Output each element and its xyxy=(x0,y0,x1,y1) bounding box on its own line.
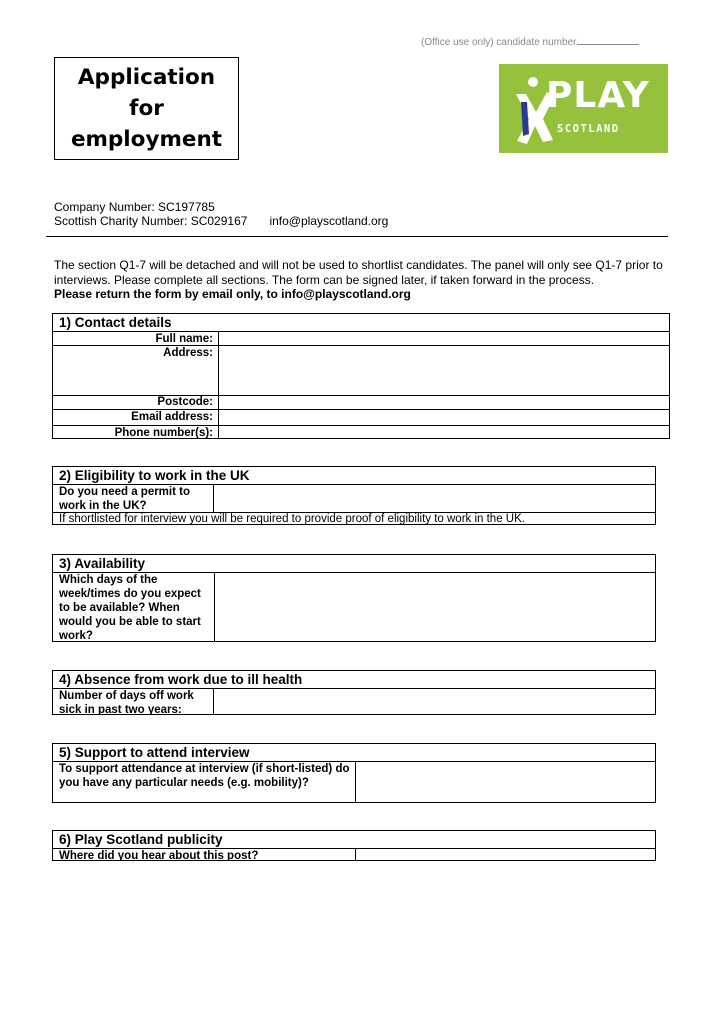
field-row-postcode xyxy=(53,396,669,410)
field-row-publicity xyxy=(53,849,655,860)
field-row-email xyxy=(53,410,669,426)
field-label: Email address: xyxy=(53,410,219,425)
field-label: Phone number(s): xyxy=(53,426,219,438)
field-label: Address: xyxy=(53,346,219,395)
publicity-field[interactable] xyxy=(356,849,655,860)
section-contact-details xyxy=(52,313,670,439)
permit-field[interactable] xyxy=(214,485,655,512)
email-field[interactable] xyxy=(219,410,669,425)
field-label: Do you need a permit to work in the UK? xyxy=(53,485,214,512)
absence-field[interactable] xyxy=(214,689,655,714)
field-row-full-name xyxy=(53,332,669,346)
full-name-field[interactable] xyxy=(219,332,669,345)
intro-paragraph: The section Q1-7 will be detached and will not be used to shortlist candidates. The panel will only see Q1-7 prior to interviews. Please complete all sections. The form can be signed later, if taken forward in the process. xyxy=(54,258,663,287)
section-title: 2) Eligibility to work in the UK xyxy=(53,467,655,485)
company-info xyxy=(54,200,388,228)
field-row-phone xyxy=(53,426,669,438)
availability-field[interactable] xyxy=(215,573,655,641)
field-label: Which days of the week/times do you expect to be available? When would you be able to start work? xyxy=(53,573,215,641)
company-number: Company Number: SC197785 xyxy=(54,200,215,214)
section-availability xyxy=(52,554,656,642)
charity-row xyxy=(54,214,388,228)
section-title: 6) Play Scotland publicity xyxy=(53,831,655,849)
form-title-box xyxy=(54,57,239,160)
field-row-availability xyxy=(53,573,655,641)
field-label: Number of days off work sick in past two years: xyxy=(53,689,214,714)
field-label: Full name: xyxy=(53,332,219,345)
field-label: To support attendance at interview (if short-listed) do you have any particular needs (e.g. mobility)? xyxy=(53,762,356,802)
office-use-candidate-number xyxy=(421,37,639,48)
field-row-address xyxy=(53,346,669,396)
section-eligibility xyxy=(52,466,656,525)
header-divider xyxy=(46,236,668,237)
field-row-support xyxy=(53,762,655,802)
intro-text xyxy=(54,258,664,302)
address-field[interactable] xyxy=(219,346,669,395)
logo-sub-text: SCOTLAND xyxy=(557,123,620,135)
section-publicity xyxy=(52,830,656,861)
candidate-number-blank[interactable] xyxy=(577,44,639,45)
company-email: info@playscotland.org xyxy=(269,214,389,228)
section-support xyxy=(52,743,656,803)
phone-field[interactable] xyxy=(219,426,669,438)
play-scotland-logo xyxy=(499,64,668,153)
section-absence xyxy=(52,670,656,715)
section-title: 4) Absence from work due to ill health xyxy=(53,671,655,689)
eligibility-note: If shortlisted for interview you will be required to provide proof of eligibility to work in the UK. xyxy=(59,513,525,524)
charity-number: Scottish Charity Number: SC029167 xyxy=(54,214,248,228)
section-title: 1) Contact details xyxy=(53,314,669,332)
office-use-label: (Office use only) candidate number xyxy=(421,37,577,48)
support-field[interactable] xyxy=(356,762,655,802)
section-title: 3) Availability xyxy=(53,555,655,573)
form-title: Application for employment xyxy=(70,65,223,152)
postcode-field[interactable] xyxy=(219,396,669,409)
logo-main-text: PLAY xyxy=(546,75,650,116)
field-row-permit xyxy=(53,485,655,513)
intro-return-instruction: Please return the form by email only, to info@playscotland.org xyxy=(54,287,411,301)
section-title: 5) Support to attend interview xyxy=(53,744,655,762)
field-label: Postcode: xyxy=(53,396,219,409)
field-row-absence xyxy=(53,689,655,714)
field-label: Where did you hear about this post? xyxy=(53,849,356,860)
